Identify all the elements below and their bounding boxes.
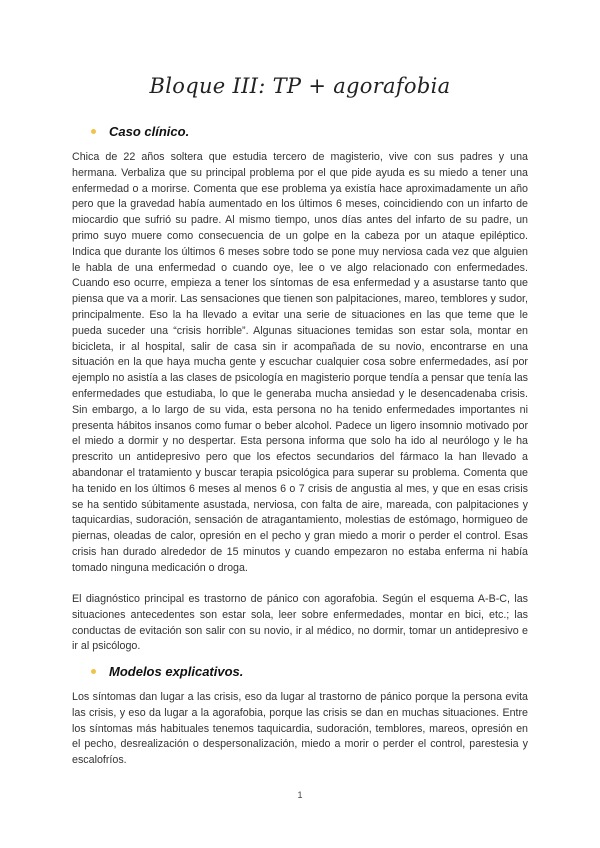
paragraph-case-description: Chica de 22 años soltera que estudia tercero de magisterio, vive con sus padres y una hermana. Verbaliza que su principal problema por el que pide ayuda es su miedo a tener una enfermedad o a morirse. Comenta que ese problema ya existía hace aproximadamente un año pero que la gravedad había aumentado en los últimos 6 meses, coincidiendo con un infarto de miocardio que sufrió su padre. Al mismo tiempo, unos días antes del infarto de su padre, un primo suyo muere como consecuencia de un golpe en la cabeza por un ataque epiléptico. Indica que durante los últimos 6 meses sobre todo se pone muy nerviosa cada vez que alguien le habla de una enfermedad o cuando oye, lee o ve algo relacionado con enfermedades. Cuando eso ocurre, empieza a tener los síntomas de esa enfermedad y a asustarse tanto que piensa que va a morir. Las sensaciones que tienen son palpitaciones, mareo, temblores y sudor, principalmente. Eso la ha llevado a evitar una serie de situaciones en las que teme que le pueda suceder una “crisis horrible”. Algunas situaciones temidas son estar sola, montar en bicicleta, ir al hospital, salir de casa sin ir acompañada de su novio, encontrarse en una situación en la que haya mucha gente y escuchar cualquier cosa sobre enfermedades, así por ejemplo no asistía a las clases de psicología en magisterio porque tendía a pensar que tenía las enfermedades que estudiaba, lo que le generaba mucha ansiedad y le desencadenaba crisis. Sin embargo, a lo largo de su vida, esta persona no ha tenido enfermedades importantes ni presenta hábitos insanos como fumar o beber alcohol. Padece un ligero insomnio motivado por el miedo a dormir y no despertar. Esta persona informa que solo ha ido al neurólogo y le ha prescrito un antidepresivo pero que los efectos secundarios del fármaco la han llevado a abandonar el tratamiento y buscar terapia psicológica para superar su problema. Comenta que ha tenido en los últimos 6 meses al menos 6 o 7 crisis de angustia al mes, y que en esas crisis se ha sentido súbitamente asustada, nerviosa, con falta de aire, mareada, con palpitaciones y taquicardias, sudoración, sensación de atragantamiento, molestias de estómago, hormigueo de piernas, oleadas de calor, opresión en el pecho y gran miedo a morir o perder el control. Esas crisis han durado alrededor de 15 minutos y cuando empezaron no estaba enferma ni había tomado ninguna medicación o droga. (72, 151, 528, 574)
page-title: Bloque III: TP + agorafobia (149, 74, 451, 98)
section-heading-modelos-explicativos (91, 664, 243, 679)
paragraph-models: Los síntomas dan lugar a las crisis, eso da lugar al trastorno de pánico porque la persona evita las crisis, y eso da lugar a la agorafobia, porque las crisis se dan en muchas situaciones. Entre los síntomas más habituales tenemos taquicardia, sudoración, temblores, mareos, opresión en el pecho, desrealización o despersonalización, miedo a morir o perder el control, parestesia y escalofríos. (72, 691, 528, 767)
section-heading-label: Caso clínico. (109, 124, 190, 139)
paragraph-diagnosis: El diagnóstico principal es trastorno de pánico con agorafobia. Según el esquema A-B-C, las situaciones antecedentes son estar sola, leer sobre enfermedades, montar en bici, etc.; las conductas de evitación son salir con su novio, ir al médico, no dormir, tomar un antidepresivo e ir al psicólogo. (72, 593, 528, 653)
section-heading-caso-clinico (91, 124, 189, 139)
section-heading-label: Modelos explicativos. (109, 664, 244, 679)
page-number: 1 (297, 790, 303, 800)
bullet-icon (91, 669, 96, 674)
bullet-icon (91, 129, 96, 134)
